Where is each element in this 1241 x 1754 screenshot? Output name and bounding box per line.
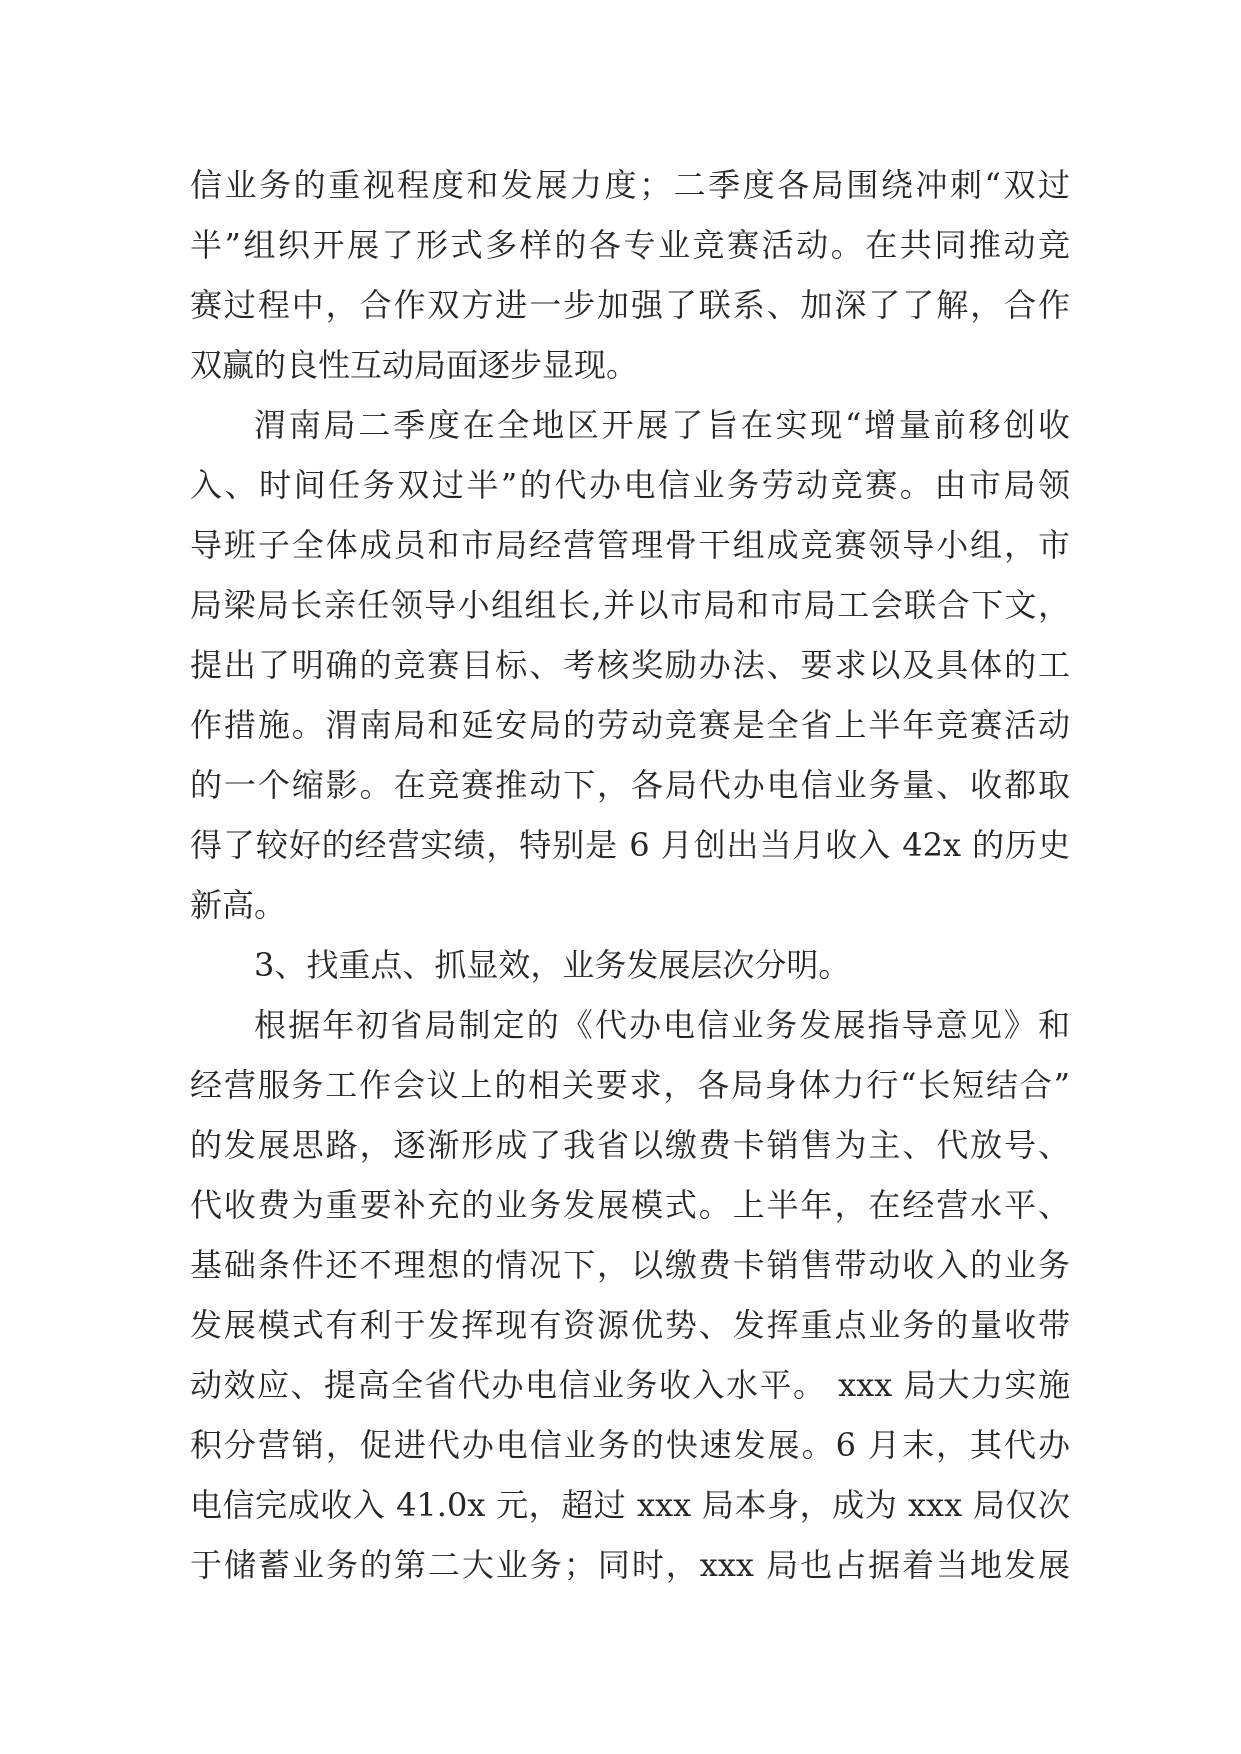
text-line: 得了较好的经营实绩，特别是 6 月创出当月收入 42x 的历史 — [190, 826, 1070, 864]
text-line: 半”组织开展了形式多样的各专业竞赛活动。在共同推动竞 — [190, 226, 1070, 264]
text-line: 新高。 — [190, 886, 287, 924]
text-line: 的发展思路，逐渐形成了我省以缴费卡销售为主、代放号、 — [190, 1126, 1070, 1164]
text-line: 作措施。渭南局和延安局的劳动竞赛是全省上半年竞赛活动 — [190, 706, 1070, 744]
text-line: 局梁局长亲任领导小组组长,并以市局和市局工会联合下文， — [190, 586, 1070, 624]
text-line: 基础条件还不理想的情况下，以缴费卡销售带动收入的业务 — [190, 1246, 1070, 1284]
text-line: 入、时间任务双过半”的代办电信业务劳动竞赛。由市局领 — [190, 466, 1070, 504]
body-text — [190, 155, 1070, 1595]
text-line: 信业务的重视程度和发展力度；二季度各局围绕冲刺“双过 — [190, 166, 1070, 204]
text-line: 积分营销，促进代办电信业务的快速发展。6 月末，其代办 — [190, 1426, 1070, 1464]
text-line: 发展模式有利于发挥现有资源优势、发挥重点业务的量收带 — [190, 1306, 1070, 1344]
text-line: 赛过程中，合作双方进一步加强了联系、加深了了解，合作 — [190, 286, 1070, 324]
text-line: 导班子全体成员和市局经营管理骨干组成竞赛领导小组，市 — [190, 526, 1070, 564]
text-line: 3、找重点、抓显效，业务发展层次分明。 — [254, 946, 851, 984]
text-line: 于储蓄业务的第二大业务；同时，xxx 局也占据着当地发展 — [190, 1546, 1070, 1584]
text-line: 经营服务工作会议上的相关要求，各局身体力行“长短结合” — [190, 1066, 1070, 1104]
text-line: 双赢的良性互动局面逐步显现。 — [190, 346, 639, 384]
text-line: 渭南局二季度在全地区开展了旨在实现“增量前移创收 — [254, 406, 1070, 444]
text-line: 提出了明确的竞赛目标、考核奖励办法、要求以及具体的工 — [190, 646, 1070, 684]
text-line: 根据年初省局制定的《代办电信业务发展指导意见》和 — [254, 1006, 1070, 1044]
text-line: 动效应、提高全省代办电信业务收入水平。 xxx 局大力实施 — [190, 1366, 1070, 1404]
text-line: 电信完成收入 41.0x 元，超过 xxx 局本身，成为 xxx 局仅次 — [190, 1486, 1070, 1524]
text-line: 的一个缩影。在竞赛推动下，各局代办电信业务量、收都取 — [190, 766, 1070, 804]
text-line: 代收费为重要补充的业务发展模式。上半年，在经营水平、 — [190, 1186, 1070, 1224]
